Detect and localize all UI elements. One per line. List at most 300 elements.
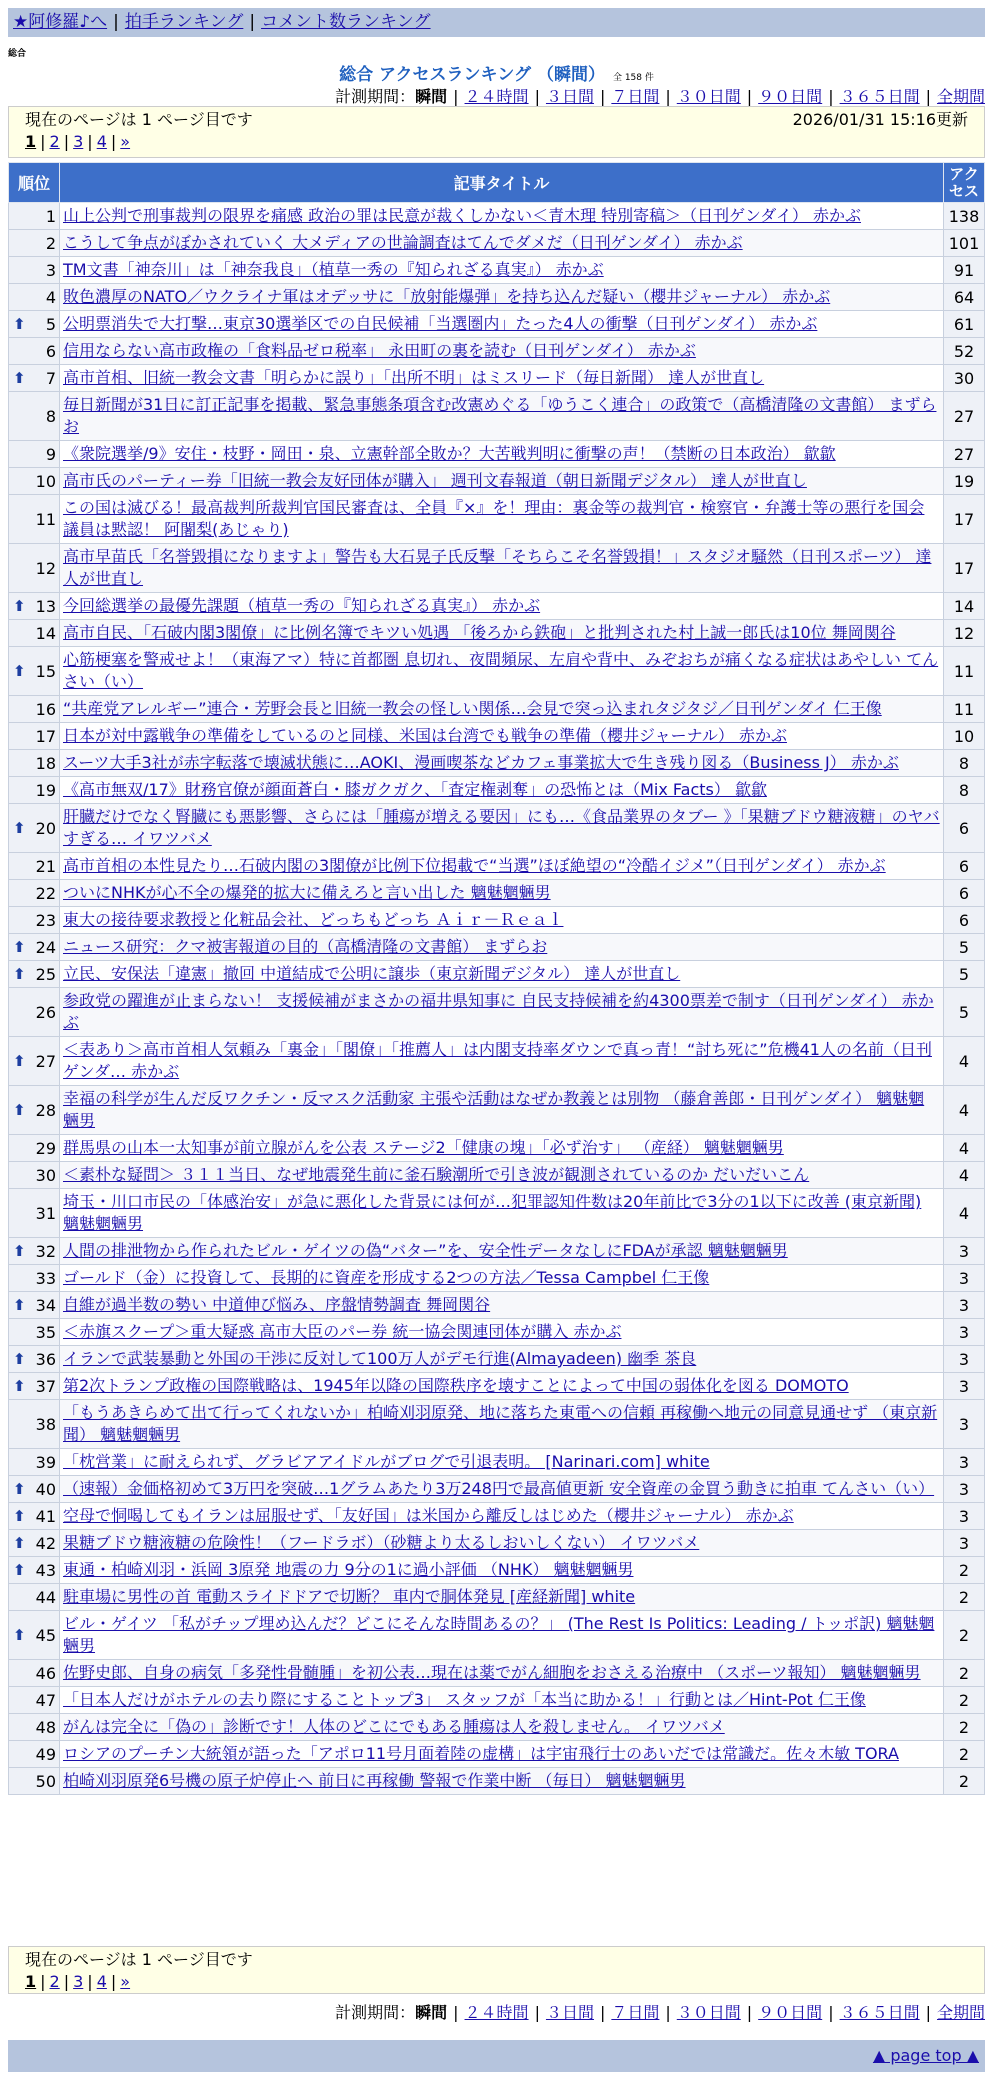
rank-number: 39	[35, 1452, 56, 1472]
rank-number: 28	[35, 1100, 56, 1120]
table-row	[9, 1189, 985, 1238]
title-cell	[60, 1189, 944, 1238]
article-title-link[interactable]: 立民、安保法「違憲」撤回 中道結成で公明に譲歩（東京新聞デジタル） 達人が世直し	[63, 964, 681, 983]
table-row	[9, 1660, 985, 1687]
article-title-link[interactable]: 高市自民、「石破内閣3閣僚」に比例名簿でキツい処遇 「後ろから鉄砲」と批判された村上誠一郎氏は10位 舞岡関谷	[63, 623, 896, 642]
rank-number: 30	[35, 1165, 56, 1185]
page-link[interactable]: 3	[73, 132, 84, 151]
article-title-link[interactable]: 参政党の躍進が止まらない！ 支援候補がまさかの福井県知事に 自民支持候補を約4300票差で制す（日刊ゲンダイ） 赤かぶ	[63, 991, 934, 1032]
article-title-link[interactable]: ニュース研究：クマ被害報道の目的（高橋清隆の文書館） まずらお	[63, 937, 548, 956]
rank-cell	[9, 1189, 60, 1238]
rank-up-arrow-icon: ⬆	[13, 1625, 26, 1644]
page-link[interactable]: 2	[49, 132, 60, 151]
rank-up-arrow-icon: ⬆	[13, 1560, 26, 1579]
page-link[interactable]: 3	[73, 1972, 84, 1991]
rank-number: 10	[35, 471, 56, 491]
access-count: 27	[944, 392, 985, 441]
rank-up-arrow-icon: ⬆	[13, 1349, 26, 1368]
period-link[interactable]: ９０日間	[758, 87, 823, 106]
period-link[interactable]: ９０日間	[758, 2003, 823, 2022]
access-count: 2	[944, 1714, 985, 1741]
page-separator: |	[110, 132, 117, 151]
rank-number: 3	[45, 260, 56, 280]
title-cell	[60, 1660, 944, 1687]
period-selector-bottom	[335, 2000, 985, 2023]
article-title-link[interactable]: がんは完全に「偽の」診断です！人体のどこにでもある腫瘍は人を殺しません。 イワツバメ	[63, 1717, 725, 1736]
article-title-link[interactable]: 群馬県の山本一太知事が前立腺がんを公表 ステージ2「健康の塊」「必ず治す」 （産経） 魑魅魍魎男	[63, 1138, 784, 1157]
access-count: 8	[944, 777, 985, 804]
table-row	[9, 1162, 985, 1189]
table-row	[9, 1037, 985, 1086]
table-row	[9, 284, 985, 311]
rank-number: 36	[35, 1349, 56, 1369]
updated-timestamp: 2026/01/31 15:16更新	[792, 110, 968, 129]
period-link[interactable]: ３日間	[545, 87, 594, 106]
title-cell	[60, 441, 944, 468]
table-row	[9, 468, 985, 495]
rank-cell	[9, 392, 60, 441]
rank-number: 44	[35, 1587, 56, 1607]
rank-cell	[9, 804, 60, 853]
rank-number: 27	[35, 1051, 56, 1071]
page-separator: |	[110, 1972, 117, 1991]
article-title-link[interactable]: 「もうあきらめて出て行ってくれないか」柏崎刈羽原発、地に落ちた東電への信頼 再稼働へ地元の同意見通せず （東京新聞） 魑魅魍魎男	[63, 1403, 938, 1444]
rank-up-arrow-icon: ⬆	[13, 314, 26, 333]
access-count: 2	[944, 1687, 985, 1714]
page-separator: |	[87, 132, 93, 151]
table-row	[9, 907, 985, 934]
access-count: 6	[944, 853, 985, 880]
access-count: 3	[944, 1238, 985, 1265]
page-top-link[interactable]: ▲ page top ▲	[872, 2046, 979, 2065]
table-row	[9, 1238, 985, 1265]
rank-cell	[9, 1530, 60, 1557]
table-row	[9, 441, 985, 468]
access-count: 19	[944, 468, 985, 495]
article-title-link[interactable]: ビル・ゲイツ 「私がチップ埋め込んだ？どこにそんな時間あるの？」 (The Rest Is Politics: Leading / トッポ訳) 魑魅魍魎男	[63, 1614, 935, 1655]
article-title-link[interactable]: 信用ならない高市政権の「食料品ゼロ税率」 永田町の裏を読む（日刊ゲンダイ） 赤かぶ	[63, 341, 696, 360]
table-row	[9, 1687, 985, 1714]
title-cell	[60, 284, 944, 311]
article-title-link[interactable]: 山上公判で刑事裁判の限界を痛感 政治の罪は民意が裁くしかない＜青木理 特別寄稿＞（日刊ゲンダイ） 赤かぶ	[63, 206, 861, 225]
rank-up-arrow-icon: ⬆	[13, 818, 26, 837]
rank-number: 12	[35, 558, 56, 578]
footer-bar	[8, 2040, 985, 2072]
article-title-link[interactable]: ＜表あり＞高市首相人気頼み「裏金」「閣僚」「推薦人」は内閣支持率ダウンで真っ青！“討ち死に”危機41人の名前（日刊ゲンダ… 赤かぶ	[63, 1040, 932, 1081]
rank-number: 45	[35, 1625, 56, 1645]
table-row	[9, 311, 985, 338]
rank-cell	[9, 880, 60, 907]
title-cell	[60, 1292, 944, 1319]
rank-number: 34	[35, 1295, 56, 1315]
article-title-link[interactable]: 毎日新聞が31日に訂正記事を掲載、緊急事態条項含む改憲めぐる「ゆうこく連合」の政策で（高橋清隆の文書館） まずらお	[63, 395, 937, 436]
rank-number: 25	[35, 964, 56, 984]
title-cell	[60, 961, 944, 988]
period-separator: |	[599, 87, 606, 106]
rank-cell	[9, 696, 60, 723]
period-link[interactable]: ３０日間	[676, 2003, 741, 2022]
rank-cell	[9, 1741, 60, 1768]
access-count: 3	[944, 1265, 985, 1292]
page-heading	[0, 60, 993, 85]
period-separator: |	[665, 87, 671, 106]
table-row	[9, 1135, 985, 1162]
title-cell	[60, 723, 944, 750]
table-row	[9, 1557, 985, 1584]
total-count: 全 158 件	[612, 73, 654, 83]
title-cell	[60, 1238, 944, 1265]
access-count: 14	[944, 593, 985, 620]
period-label: 計測期間：	[335, 87, 416, 106]
table-row	[9, 777, 985, 804]
article-title-link[interactable]: こうして争点がぼかされていく 大メディアの世論調査はてんでダメだ（日刊ゲンダイ） 赤かぶ	[63, 233, 743, 252]
access-count: 138	[944, 203, 985, 230]
rank-number: 41	[35, 1506, 56, 1526]
rank-number: 46	[35, 1663, 56, 1683]
rank-number: 32	[35, 1241, 56, 1261]
title-cell	[60, 257, 944, 284]
access-count: 5	[944, 961, 985, 988]
title-cell	[60, 1086, 944, 1135]
rank-number: 23	[35, 910, 56, 930]
rank-number: 26	[35, 1002, 56, 1022]
rank-number: 13	[35, 596, 56, 616]
title-cell	[60, 1768, 944, 1795]
access-count: 4	[944, 1037, 985, 1086]
article-title-link[interactable]: 佐野史郎、自身の病気「多発性骨髄腫」を初公表…現在は薬でがん細胞をおさえる治療中 （スポーツ報知） 魑魅魍魎男	[63, 1663, 921, 1682]
article-title-link[interactable]: 人間の排泄物から作られたビル・ゲイツの偽“バター”を、安全性データなしにFDAが承認 魑魅魍魎男	[63, 1241, 788, 1260]
access-count: 27	[944, 441, 985, 468]
pagination-box-top	[8, 106, 985, 158]
rank-cell	[9, 1265, 60, 1292]
page-separator: |	[63, 1972, 70, 1991]
article-title-link[interactable]: 第2次トランプ政権の国際戦略は、1945年以降の国際秩序を壊すことによって中国の弱体化を図る DOMOTO	[63, 1376, 849, 1395]
page-separator: |	[40, 132, 46, 151]
page-link[interactable]: 4	[96, 1972, 107, 1991]
rank-cell	[9, 593, 60, 620]
title-cell	[60, 311, 944, 338]
rank-cell	[9, 723, 60, 750]
title-cell	[60, 1135, 944, 1162]
top-nav-bar	[8, 8, 985, 37]
rank-number: 19	[35, 780, 56, 800]
rank-number: 16	[35, 699, 56, 719]
table-row	[9, 1530, 985, 1557]
access-count: 2	[944, 1611, 985, 1660]
article-title-link[interactable]: 東大の接待要求教授と化粧品会社、どっちもどっち Ａｉｒ－Ｒｅａｌ	[63, 910, 564, 929]
article-title-link[interactable]: 高市早苗氏「名誉毀損になりますよ」警告も大石晃子氏反撃「そちらこそ名誉毀損！」スタジオ騒然（日刊スポーツ） 達人が世直し	[63, 547, 932, 588]
title-cell	[60, 1714, 944, 1741]
period-link[interactable]: ３６５日間	[839, 2003, 920, 2022]
nav-link-asyura[interactable]: ★阿修羅♪へ	[13, 12, 108, 32]
rank-cell	[9, 907, 60, 934]
article-title-link[interactable]: 柏崎刈羽原発6号機の原子炉停止へ 前日に再稼働 警報で作業中断 （毎日） 魑魅魍魎男	[63, 1771, 686, 1790]
rank-cell	[9, 1238, 60, 1265]
article-title-link[interactable]: ついにNHKが心不全の爆発的拡大に備えろと言い出した 魑魅魍魎男	[63, 883, 551, 902]
access-count: 3	[944, 1530, 985, 1557]
rank-cell	[9, 1037, 60, 1086]
table-row	[9, 723, 985, 750]
article-title-link[interactable]: 果糖ブドウ糖液糖の危険性！（フードラボ）（砂糖より太るしおいしくない） イワツバメ	[63, 1533, 700, 1552]
access-count: 2	[944, 1557, 985, 1584]
table-row	[9, 1714, 985, 1741]
table-row	[9, 1265, 985, 1292]
article-title-link[interactable]: 東通・柏崎刈羽・浜岡 3原発 地震の力 9分の1に過小評価 （NHK） 魑魅魍魎男	[63, 1560, 634, 1579]
rank-cell	[9, 495, 60, 544]
rank-number: 37	[35, 1376, 56, 1396]
table-row	[9, 257, 985, 284]
title-cell	[60, 544, 944, 593]
article-title-link[interactable]: 幸福の科学が生んだ反ワクチン・反マスク活動家 主張や活動はなぜか教義とは別物 （藤倉善郎・日刊ゲンダイ） 魑魅魍魎男	[63, 1089, 925, 1130]
col-header-access: アクセス	[944, 163, 985, 203]
table-row	[9, 230, 985, 257]
article-title-link[interactable]: 《高市無双/17》財務官僚が顔面蒼白・膝ガクガク、「査定権剥奪」の恐怖とは（Mix Facts） 歙歙	[63, 780, 767, 799]
title-cell	[60, 934, 944, 961]
access-count: 2	[944, 1660, 985, 1687]
rank-cell	[9, 1135, 60, 1162]
article-title-link[interactable]: 高市首相、旧統一教会文書「明らかに誤り」「出所不明」はミスリード（毎日新聞） 達人が世直し	[63, 368, 765, 387]
access-count: 4	[944, 1086, 985, 1135]
access-count: 11	[944, 696, 985, 723]
table-row	[9, 1503, 985, 1530]
article-title-link[interactable]: 高市氏のパーティー券「旧統一教会友好団体が購入」 週刊文春報道（朝日新聞デジタル） 達人が世直し	[63, 471, 807, 490]
access-count: 4	[944, 1189, 985, 1238]
title-cell	[60, 1741, 944, 1768]
access-count: 2	[944, 1768, 985, 1795]
article-title-link[interactable]: 《衆院選挙/9》安住・枝野・岡田・泉、立憲幹部全敗か？大苦戦判明に衝撃の声！（禁断の日本政治） 歙歙	[63, 444, 836, 463]
title-cell	[60, 1037, 944, 1086]
rank-cell	[9, 1714, 60, 1741]
table-row	[9, 1400, 985, 1449]
period-link[interactable]: ７日間	[611, 87, 660, 106]
access-count: 4	[944, 1162, 985, 1189]
rank-cell	[9, 1611, 60, 1660]
rank-number: 4	[45, 287, 56, 307]
table-row	[9, 338, 985, 365]
rank-cell	[9, 1660, 60, 1687]
period-separator: |	[453, 2003, 459, 2022]
table-row	[9, 544, 985, 593]
table-row	[9, 1584, 985, 1611]
table-row	[9, 1449, 985, 1476]
title-cell	[60, 1346, 944, 1373]
article-title-link[interactable]: 高市首相の本性見たり…石破内閣の3閣僚が比例下位掲載で“当選”ほぼ絶望の“冷酷イジメ”（日刊ゲンダイ） 赤かぶ	[63, 856, 886, 875]
rank-cell	[9, 1292, 60, 1319]
article-title-link[interactable]: 「日本人だけがホテルの去り際にすることトップ3」 スタッフが「本当に助かる！」行動とは／Hint-Pot 仁王像	[63, 1690, 866, 1709]
nav-link-applause-ranking[interactable]: 拍手ランキング	[124, 12, 244, 32]
rank-number: 11	[35, 509, 56, 529]
period-separator: |	[828, 87, 834, 106]
article-title-link[interactable]: この国は滅びる！最高裁判所裁判官国民審査は、全員『×』を！理由：裏金等の裁判官・検察官・弁護士等の悪行を国会議員は黙認！ 阿闍梨(あじゃり)	[63, 498, 925, 539]
access-count: 64	[944, 284, 985, 311]
rank-up-arrow-icon: ⬆	[13, 1051, 26, 1070]
rank-cell	[9, 934, 60, 961]
period-label: 計測期間：	[335, 2003, 416, 2022]
rank-cell	[9, 1319, 60, 1346]
rank-cell	[9, 1400, 60, 1449]
article-title-link[interactable]: 敗色濃厚のNATO／ウクライナ軍はオデッサに「放射能爆弾」を持ち込んだ疑い（櫻井ジャーナル） 赤かぶ	[63, 287, 831, 306]
article-title-link[interactable]: 肝臓だけでなく腎臓にも悪影響、さらには「腫瘍が増える要因」にも…《食品業界のタブー 》「果糖ブドウ糖液糖」のヤバすぎる… イワツバメ	[63, 807, 940, 848]
period-separator: |	[599, 2003, 606, 2022]
article-title-link[interactable]: 自維が過半数の勢い 中道伸び悩み、序盤情勢調査 舞岡関谷	[63, 1295, 491, 1314]
page-title: 総合 アクセスランキング （瞬間）	[339, 65, 605, 85]
article-title-link[interactable]: TM文書「神奈川」は「神奈我良」（植草一秀の『知られざる真実』） 赤かぶ	[63, 260, 604, 279]
period-current: 瞬間	[415, 87, 448, 106]
title-cell	[60, 338, 944, 365]
title-cell	[60, 853, 944, 880]
title-cell	[60, 1373, 944, 1400]
article-title-link[interactable]: 心筋梗塞を警戒せよ！（東海アマ）特に首都圏 息切れ、夜間頻尿、左肩や背中、みぞおちが痛くなる症状はあやしい てんさい（い）	[63, 650, 939, 691]
period-separator: |	[925, 2003, 931, 2022]
rank-number: 2	[45, 233, 56, 253]
access-count: 101	[944, 230, 985, 257]
title-cell	[60, 1400, 944, 1449]
table-row	[9, 988, 985, 1037]
title-cell	[60, 1503, 944, 1530]
rank-cell	[9, 853, 60, 880]
article-title-link[interactable]: 埼玉・川口市民の「体感治安」が急に悪化した背景には何が…犯罪認知件数は20年前比で3分の1以下に改善 (東京新聞) 魑魅魍魎男	[63, 1192, 922, 1233]
period-link[interactable]: 全期間	[936, 2003, 985, 2022]
rank-cell	[9, 1768, 60, 1795]
page-next-link[interactable]: »	[120, 132, 131, 151]
page-links	[25, 131, 968, 153]
table-row	[9, 495, 985, 544]
period-link[interactable]: ３６５日間	[839, 87, 920, 106]
page-info-row	[25, 1949, 968, 1971]
rank-cell	[9, 620, 60, 647]
title-cell	[60, 593, 944, 620]
title-cell	[60, 365, 944, 392]
rank-number: 43	[35, 1560, 56, 1580]
period-link[interactable]: ３日間	[545, 2003, 594, 2022]
title-cell	[60, 392, 944, 441]
table-row	[9, 593, 985, 620]
rank-cell	[9, 1346, 60, 1373]
rank-cell	[9, 1449, 60, 1476]
title-cell	[60, 1611, 944, 1660]
page-current: 1	[25, 1972, 37, 1991]
col-header-title: 記事タイトル	[60, 163, 944, 203]
access-count: 52	[944, 338, 985, 365]
period-link[interactable]: ２４時間	[464, 87, 529, 106]
table-row	[9, 804, 985, 853]
period-link[interactable]: 全期間	[936, 87, 985, 106]
rank-up-arrow-icon: ⬆	[13, 1241, 26, 1260]
article-title-link[interactable]: ＜素朴な疑問＞ ３１１当日、なぜ地震発生前に釜石験潮所で引き波が観測されているのか だいだいこん	[63, 1165, 810, 1184]
access-count: 8	[944, 750, 985, 777]
title-cell	[60, 804, 944, 853]
access-count: 12	[944, 620, 985, 647]
article-title-link[interactable]: イランで武装暴動と外国の干渉に反対して100万人がデモ行進(Almayadeen) 幽季 茶良	[63, 1349, 697, 1368]
table-row	[9, 365, 985, 392]
nav-link-comment-ranking[interactable]: コメント数ランキング	[261, 12, 431, 32]
rank-cell	[9, 544, 60, 593]
title-cell	[60, 777, 944, 804]
article-title-link[interactable]: 駐車場に男性の首 電動スライドドアで切断？ 車内で胴体発見 [産経新聞] white	[63, 1587, 636, 1606]
period-link[interactable]: ７日間	[611, 2003, 660, 2022]
table-row	[9, 1373, 985, 1400]
article-title-link[interactable]: ロシアのプーチン大統領が語った「アポロ11号月面着陸の虚構」は宇宙飛行士のあいだでは常識だ。佐々木敏 TORA	[63, 1744, 899, 1763]
rank-up-arrow-icon: ⬆	[13, 1376, 26, 1395]
table-row	[9, 853, 985, 880]
rank-cell	[9, 257, 60, 284]
title-cell	[60, 620, 944, 647]
article-title-link[interactable]: “共産党アレルギー”連合・芳野会長と旧統一教会の怪しい関係…会見で突っ込まれタジタジ／日刊ゲンダイ 仁王像	[63, 699, 882, 718]
rank-cell	[9, 230, 60, 257]
title-cell	[60, 1265, 944, 1292]
page-next-link[interactable]: »	[120, 1972, 131, 1991]
period-separator: |	[925, 87, 931, 106]
rank-cell	[9, 1584, 60, 1611]
table-row	[9, 647, 985, 696]
rank-number: 35	[35, 1322, 56, 1342]
access-count: 91	[944, 257, 985, 284]
page-link[interactable]: 2	[49, 1972, 60, 1991]
rank-cell	[9, 1476, 60, 1503]
access-count: 17	[944, 544, 985, 593]
title-cell	[60, 203, 944, 230]
table-row	[9, 1319, 985, 1346]
rank-number: 29	[35, 1138, 56, 1158]
rank-number: 42	[35, 1533, 56, 1553]
table-row	[9, 1611, 985, 1660]
rank-number: 24	[35, 937, 56, 957]
table-row	[9, 1346, 985, 1373]
rank-number: 49	[35, 1744, 56, 1764]
period-link[interactable]: ２４時間	[464, 2003, 529, 2022]
title-cell	[60, 907, 944, 934]
title-cell	[60, 1557, 944, 1584]
rank-number: 47	[35, 1690, 56, 1710]
page-separator: |	[63, 132, 70, 151]
article-title-link[interactable]: 空母で恫喝してもイランは屈服せず、「友好国」は米国から離反しはじめた（櫻井ジャーナル） 赤かぶ	[63, 1506, 794, 1525]
period-separator: |	[828, 2003, 834, 2022]
table-row	[9, 392, 985, 441]
table-row	[9, 934, 985, 961]
access-count: 30	[944, 365, 985, 392]
title-cell	[60, 1584, 944, 1611]
period-link[interactable]: ３０日間	[676, 87, 741, 106]
period-separator: |	[534, 87, 540, 106]
rank-up-arrow-icon: ⬆	[13, 937, 26, 956]
article-title-link[interactable]: （速報）金価格初めて3万円を突破…1グラムあたり3万248円で最高値更新 安全資産の金買う動きに拍車 てんさい（い）	[63, 1479, 935, 1498]
article-title-link[interactable]: 今回総選挙の最優先課題（植草一秀の『知られざる真実』） 赤かぶ	[63, 596, 541, 615]
rank-cell	[9, 1162, 60, 1189]
table-row	[9, 1741, 985, 1768]
rank-cell	[9, 988, 60, 1037]
rank-cell	[9, 961, 60, 988]
article-title-link[interactable]: ゴールド（金）に投資して、長期的に資産を形成する2つの方法／Tessa Campbel 仁王像	[63, 1268, 710, 1287]
article-title-link[interactable]: ＜赤旗スクープ＞重大疑惑 高市大臣のパー券 統一協会関連団体が購入 赤かぶ	[63, 1322, 622, 1341]
access-count: 17	[944, 495, 985, 544]
title-cell	[60, 1530, 944, 1557]
article-title-link[interactable]: スーツ大手3社が赤字転落で壊滅状態に…AOKI、漫画喫茶などカフェ事業拡大で生き残り図る（Business J） 赤かぶ	[63, 753, 899, 772]
rank-up-arrow-icon: ⬆	[13, 964, 26, 983]
rank-number: 33	[35, 1268, 56, 1288]
rank-cell	[9, 1557, 60, 1584]
pagination-box-bottom	[8, 1946, 985, 1994]
page-link[interactable]: 4	[96, 132, 107, 151]
access-count: 3	[944, 1476, 985, 1503]
rank-number: 22	[35, 883, 56, 903]
article-title-link[interactable]: 公明票消失で大打撃…東京30選挙区での自民候補「当選圏内」たった4人の衝撃（日刊ゲンダイ） 赤かぶ	[63, 314, 818, 333]
article-title-link[interactable]: 「枕営業」に耐えられず、グラビアアイドルがブログで引退表明。 [Narinari.com] white	[63, 1452, 710, 1471]
period-separator: |	[665, 2003, 671, 2022]
rank-up-arrow-icon: ⬆	[13, 1479, 26, 1498]
rank-number: 14	[35, 623, 56, 643]
access-count: 5	[944, 988, 985, 1037]
article-title-link[interactable]: 日本が対中露戦争の準備をしているのと同様、米国は台湾でも戦争の準備（櫻井ジャーナル） 赤かぶ	[63, 726, 787, 745]
